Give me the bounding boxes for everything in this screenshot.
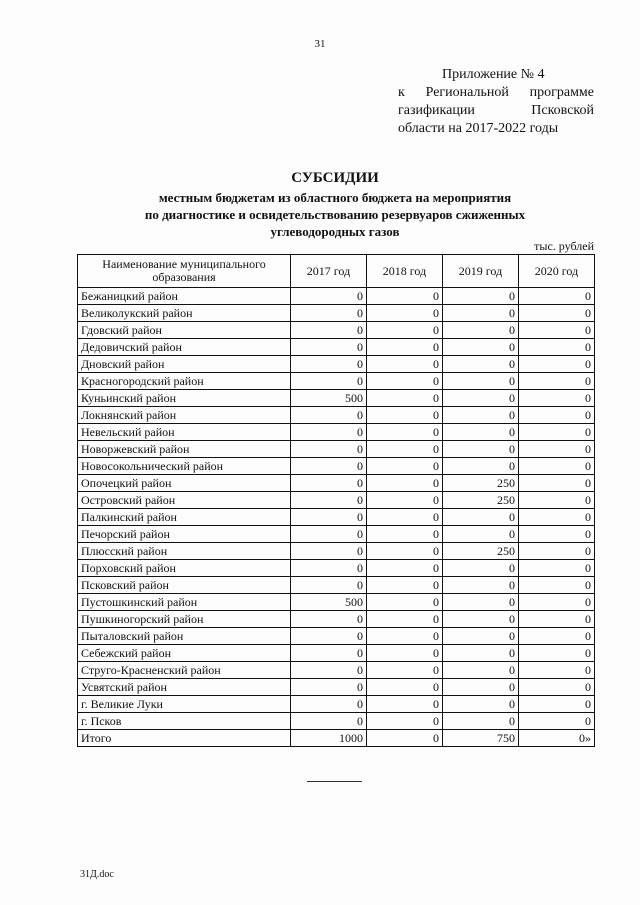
- amount-cell: 0: [443, 424, 519, 441]
- separator-line: [307, 781, 362, 782]
- appendix-block: [398, 66, 594, 138]
- amount-cell: 0: [291, 305, 367, 322]
- municipality-name-cell: г. Псков: [78, 713, 291, 730]
- amount-cell: 0: [291, 628, 367, 645]
- municipality-name-cell: Печорский район: [78, 526, 291, 543]
- amount-cell: 0: [367, 390, 443, 407]
- amount-cell: 0: [291, 543, 367, 560]
- amount-cell: 0: [443, 322, 519, 339]
- table-row: [78, 305, 595, 322]
- amount-cell: 500: [291, 390, 367, 407]
- amount-cell: 0: [291, 407, 367, 424]
- municipality-name-cell: Итого: [78, 730, 291, 747]
- amount-cell: 0: [443, 305, 519, 322]
- municipality-name-cell: Псковский район: [78, 577, 291, 594]
- table-row: [78, 424, 595, 441]
- table-row: [78, 322, 595, 339]
- amount-cell: 0: [443, 713, 519, 730]
- amount-cell: 0: [519, 696, 595, 713]
- municipality-name-cell: Островский район: [78, 492, 291, 509]
- amount-cell: 0: [367, 492, 443, 509]
- table-row: [78, 543, 595, 560]
- municipality-name-cell: Порховский район: [78, 560, 291, 577]
- amount-cell: 0: [443, 390, 519, 407]
- amount-cell: 0: [519, 407, 595, 424]
- amount-cell: 0: [519, 713, 595, 730]
- table-row: [78, 662, 595, 679]
- amount-cell: 0: [443, 441, 519, 458]
- subtitle-line-1: местным бюджетам из областного бюджета на мероприятия: [158, 190, 512, 205]
- amount-cell: 0: [519, 543, 595, 560]
- municipality-name-cell: Куньинский район: [78, 390, 291, 407]
- amount-cell: 0: [367, 441, 443, 458]
- municipality-name-cell: Пыталовский район: [78, 628, 291, 645]
- document-title: СУБСИДИИ: [291, 170, 379, 186]
- table-row: [78, 628, 595, 645]
- table-row: [78, 526, 595, 543]
- amount-cell: 1000: [291, 730, 367, 747]
- amount-cell: 0: [367, 662, 443, 679]
- amount-cell: 0: [443, 339, 519, 356]
- amount-cell: 0: [291, 441, 367, 458]
- table-row: [78, 560, 595, 577]
- amount-cell: 0: [291, 322, 367, 339]
- amount-cell: 0: [291, 679, 367, 696]
- table-row: [78, 509, 595, 526]
- amount-cell: 0: [443, 509, 519, 526]
- appendix-line-3: газификации Псковской: [398, 103, 594, 118]
- amount-cell: 0: [519, 560, 595, 577]
- municipality-name-cell: Бежаницкий район: [78, 288, 291, 305]
- amount-cell: 0: [291, 458, 367, 475]
- amount-cell: 0: [519, 611, 595, 628]
- amount-cell: 0: [519, 339, 595, 356]
- amount-cell: 0: [291, 373, 367, 390]
- amount-cell: 0: [519, 424, 595, 441]
- appendix-line-2: к Региональной программе: [398, 85, 594, 100]
- amount-cell: 0: [443, 594, 519, 611]
- amount-cell: 0: [367, 509, 443, 526]
- amount-cell: 0: [519, 662, 595, 679]
- subtitle-line-3: углеводородных газов: [270, 224, 400, 239]
- table-row: [78, 390, 595, 407]
- appendix-line-4: области на 2017-2022 годы: [398, 121, 559, 136]
- amount-cell: 0: [443, 577, 519, 594]
- amount-cell: 0: [291, 696, 367, 713]
- subtitle-line-2: по диагностике и освидетельствованию резервуаров сжиженных: [144, 207, 526, 222]
- table-row: [78, 458, 595, 475]
- amount-cell: 0: [291, 339, 367, 356]
- municipality-name-cell: Пушкиногорский район: [78, 611, 291, 628]
- amount-cell: 0: [367, 628, 443, 645]
- amount-cell: 0: [443, 645, 519, 662]
- amount-cell: 0: [519, 577, 595, 594]
- table-row: [78, 594, 595, 611]
- amount-cell: 0: [443, 662, 519, 679]
- appendix-line-1: Приложение № 4: [442, 67, 545, 82]
- amount-cell: 0: [519, 475, 595, 492]
- amount-cell: 0: [443, 458, 519, 475]
- units-label: тыс. рублей: [534, 239, 594, 253]
- amount-cell: 0: [519, 441, 595, 458]
- amount-cell: 0: [443, 373, 519, 390]
- table-row: [78, 577, 595, 594]
- amount-cell: 0: [291, 475, 367, 492]
- table-row: [78, 696, 595, 713]
- amount-cell: 0: [443, 696, 519, 713]
- table-row: [78, 611, 595, 628]
- table-row: [78, 713, 595, 730]
- amount-cell: 0: [519, 322, 595, 339]
- municipality-name-cell: Плюсский район: [78, 543, 291, 560]
- amount-cell: 0: [519, 492, 595, 509]
- municipality-name-cell: Опочецкий район: [78, 475, 291, 492]
- amount-cell: 0»: [519, 730, 595, 747]
- amount-cell: 0: [367, 730, 443, 747]
- amount-cell: 0: [291, 645, 367, 662]
- column-header-2020: 2020 год: [519, 255, 595, 288]
- amount-cell: 0: [291, 611, 367, 628]
- amount-cell: 0: [367, 594, 443, 611]
- table-row: [78, 339, 595, 356]
- amount-cell: 0: [291, 492, 367, 509]
- amount-cell: 0: [519, 373, 595, 390]
- amount-cell: 0: [367, 679, 443, 696]
- amount-cell: 0: [367, 305, 443, 322]
- amount-cell: 0: [367, 424, 443, 441]
- table-row: [78, 407, 595, 424]
- table-row: [78, 492, 595, 509]
- amount-cell: 750: [443, 730, 519, 747]
- municipality-name-cell: Палкинский район: [78, 509, 291, 526]
- column-header-municipality: Наименование муниципального образования: [78, 255, 291, 288]
- amount-cell: 0: [519, 288, 595, 305]
- amount-cell: 0: [291, 713, 367, 730]
- amount-cell: 0: [367, 543, 443, 560]
- amount-cell: 0: [519, 628, 595, 645]
- municipality-name-cell: г. Великие Луки: [78, 696, 291, 713]
- table-header-row: [78, 255, 595, 288]
- municipality-name-cell: Струго-Красненский район: [78, 662, 291, 679]
- amount-cell: 0: [443, 628, 519, 645]
- municipality-name-cell: Дновский район: [78, 356, 291, 373]
- file-name-footer: 31Д.doc: [80, 869, 114, 880]
- amount-cell: 0: [367, 339, 443, 356]
- amount-cell: 0: [367, 713, 443, 730]
- table-row: [78, 475, 595, 492]
- municipality-name-cell: Усвятский район: [78, 679, 291, 696]
- amount-cell: 0: [519, 594, 595, 611]
- table-row: [78, 441, 595, 458]
- amount-cell: 0: [291, 577, 367, 594]
- amount-cell: 0: [367, 577, 443, 594]
- amount-cell: 0: [443, 526, 519, 543]
- municipality-name-cell: Гдовский район: [78, 322, 291, 339]
- column-header-2019: 2019 год: [443, 255, 519, 288]
- municipality-name-cell: Новосокольнический район: [78, 458, 291, 475]
- table-total-row: [78, 730, 595, 747]
- amount-cell: 0: [291, 509, 367, 526]
- table-row: [78, 373, 595, 390]
- amount-cell: 0: [443, 560, 519, 577]
- amount-cell: 0: [519, 645, 595, 662]
- municipality-name-cell: Новоржевский район: [78, 441, 291, 458]
- amount-cell: 0: [519, 390, 595, 407]
- table-row: [78, 679, 595, 696]
- amount-cell: 0: [519, 458, 595, 475]
- amount-cell: 0: [367, 373, 443, 390]
- municipality-name-cell: Красногородский район: [78, 373, 291, 390]
- amount-cell: 0: [367, 611, 443, 628]
- page-number: 31: [314, 38, 326, 50]
- amount-cell: 500: [291, 594, 367, 611]
- municipality-name-cell: Локнянский район: [78, 407, 291, 424]
- amount-cell: 0: [291, 526, 367, 543]
- amount-cell: 0: [367, 696, 443, 713]
- amount-cell: 0: [291, 424, 367, 441]
- document-subtitle: [90, 189, 580, 240]
- column-header-2018: 2018 год: [367, 255, 443, 288]
- column-header-2017: 2017 год: [291, 255, 367, 288]
- amount-cell: 0: [367, 645, 443, 662]
- amount-cell: 0: [291, 288, 367, 305]
- amount-cell: 0: [291, 356, 367, 373]
- municipality-name-cell: Великолукский район: [78, 305, 291, 322]
- amount-cell: 0: [519, 526, 595, 543]
- municipality-name-cell: Себежский район: [78, 645, 291, 662]
- municipality-name-cell: Дедовичский район: [78, 339, 291, 356]
- table-row: [78, 288, 595, 305]
- amount-cell: 0: [519, 679, 595, 696]
- amount-cell: 0: [443, 611, 519, 628]
- amount-cell: 250: [443, 492, 519, 509]
- amount-cell: 0: [443, 407, 519, 424]
- amount-cell: 0: [367, 407, 443, 424]
- municipality-name-cell: Пустошкинский район: [78, 594, 291, 611]
- table-body: [78, 288, 595, 747]
- amount-cell: 0: [367, 322, 443, 339]
- table-row: [78, 356, 595, 373]
- amount-cell: 0: [291, 560, 367, 577]
- amount-cell: 0: [367, 288, 443, 305]
- amount-cell: 0: [443, 288, 519, 305]
- amount-cell: 0: [367, 560, 443, 577]
- amount-cell: 0: [291, 662, 367, 679]
- amount-cell: 0: [443, 356, 519, 373]
- amount-cell: 250: [443, 543, 519, 560]
- amount-cell: 0: [367, 475, 443, 492]
- amount-cell: 0: [519, 305, 595, 322]
- amount-cell: 0: [367, 356, 443, 373]
- amount-cell: 0: [367, 526, 443, 543]
- amount-cell: 0: [367, 458, 443, 475]
- amount-cell: 250: [443, 475, 519, 492]
- amount-cell: 0: [519, 509, 595, 526]
- amount-cell: 0: [519, 356, 595, 373]
- municipality-name-cell: Невельский район: [78, 424, 291, 441]
- amount-cell: 0: [443, 679, 519, 696]
- subsidies-table: [77, 254, 595, 747]
- table-row: [78, 645, 595, 662]
